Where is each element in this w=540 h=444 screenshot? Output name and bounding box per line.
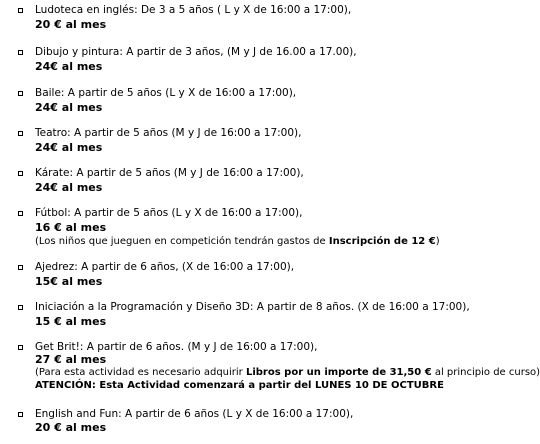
activity-description: Teatro: A partir de 5 años (M y J de 16:00 a 17:00),: [35, 127, 302, 139]
activity-description: Dibujo y pintura: A partir de 3 años, (M y J de 16.00 a 17.00),: [35, 46, 357, 58]
checkbox-bullet-icon: [18, 265, 23, 270]
activity-price: 20 € al mes: [35, 421, 107, 434]
checkbox-bullet-icon: [18, 171, 23, 176]
activity-price: 24€ al mes: [35, 141, 103, 154]
activity-description: Ludoteca en inglés: De 3 a 5 años ( L y X de 16:00 a 17:00),: [35, 4, 352, 16]
activity-description: Ajedrez: A partir de 6 años, (X de 16:00 a 17:00),: [35, 261, 295, 273]
checkbox-bullet-icon: [18, 211, 23, 216]
checkbox-bullet-icon: [18, 8, 23, 13]
activity-price: 27 € al mes: [35, 353, 107, 366]
activity-price: 24€ al mes: [35, 101, 103, 114]
note-text-end: ): [435, 236, 440, 247]
activity-price: 15 € al mes: [35, 315, 107, 328]
activity-warning: [35, 379, 444, 393]
activity-price: 16 € al mes: [35, 221, 107, 234]
activity-description: Get Brit!: A partir de 6 años. (M y J de 16:00 a 17:00),: [35, 341, 318, 353]
checkbox-bullet-icon: [18, 412, 23, 417]
activity-price: 15€ al mes: [35, 275, 103, 288]
activity-description: Fútbol: A partir de 5 años (L y X de 16:00 a 17:00),: [35, 207, 303, 219]
activity-description: English and Fun: A partir de 6 años (L y X de 16:00 a 17:00),: [35, 408, 354, 420]
activity-price: 24€ al mes: [35, 60, 103, 73]
activity-note: [35, 366, 540, 380]
note-highlight: Inscripción de 12 €: [328, 236, 436, 247]
checkbox-bullet-icon: [18, 131, 23, 136]
checkbox-bullet-icon: [18, 50, 23, 55]
note-text: (Los niños que jueguen en competición tendrán gastos de: [35, 236, 329, 247]
note-text: (Para esta actividad es necesario adquirir: [35, 367, 246, 378]
activity-description: Kárate: A partir de 5 años (M y J de 16:00 a 17:00),: [35, 167, 304, 179]
activity-note: [35, 235, 440, 249]
warning-text: Esta Actividad comenzará a partir del LUNES 10 DE OCTUBRE: [95, 380, 444, 391]
note-highlight: Libros por un importe de 31,50 €: [245, 367, 432, 378]
note-text-end: al principio de curso): [431, 367, 540, 378]
warning-label: ATENCIÓN:: [35, 380, 96, 391]
activity-description: Baile: A partir de 5 años (L y X de 16:00 a 17:00),: [35, 87, 297, 99]
activity-price: 20 € al mes: [35, 18, 107, 31]
activity-price: 24€ al mes: [35, 181, 103, 194]
checkbox-bullet-icon: [18, 91, 23, 96]
activity-description: Iniciación a la Programación y Diseño 3D: A partir de 8 años. (X de 16:00 a 17:00),: [35, 301, 470, 313]
checkbox-bullet-icon: [18, 345, 23, 350]
checkbox-bullet-icon: [18, 305, 23, 310]
